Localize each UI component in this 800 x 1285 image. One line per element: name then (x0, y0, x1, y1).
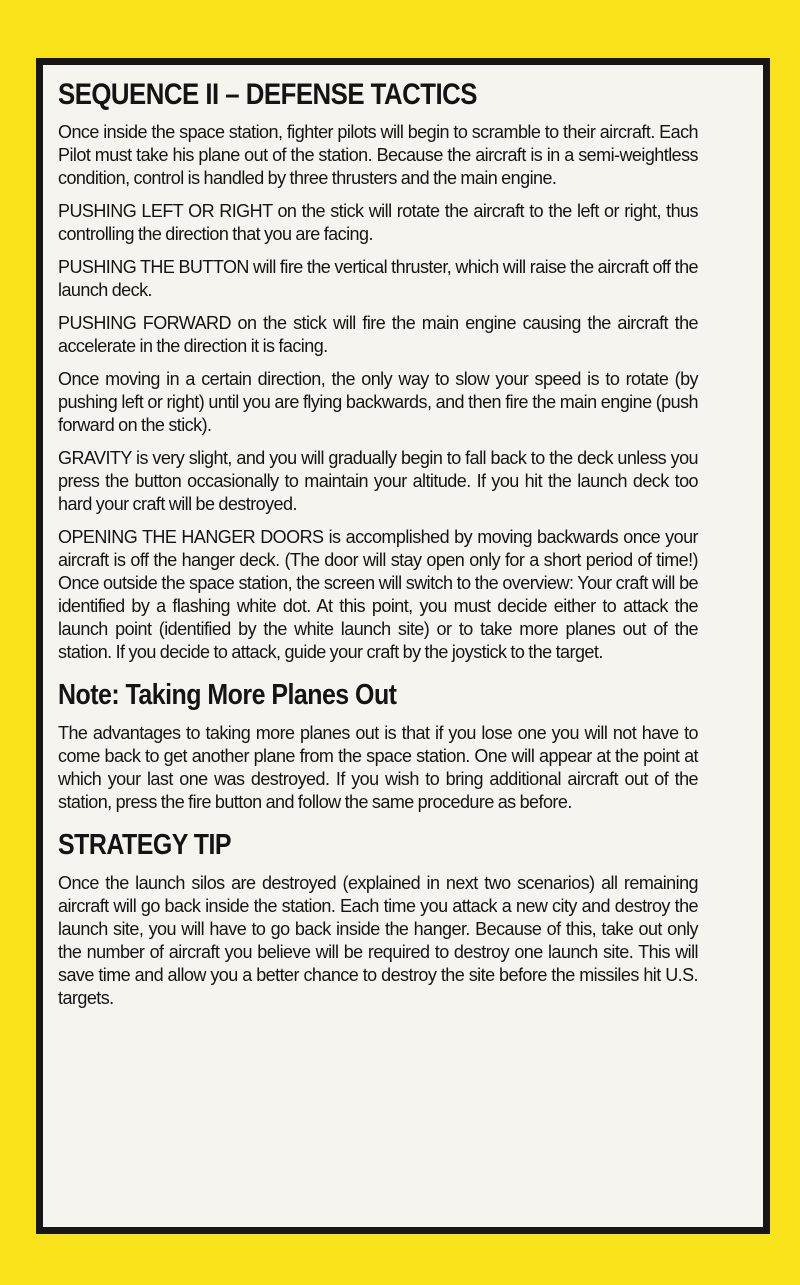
sequence-paragraph: PUSHING LEFT OR RIGHT on the stick will rotate the aircraft to the left or right, thus controlling the direction that you are facing. (58, 201, 698, 244)
sequence-title: SEQUENCE II – DEFENSE TACTICS (58, 78, 477, 111)
strategy-paragraph: Once the launch silos are destroyed (explained in next two scenarios) all remaining aircraft will go back inside the station. Each time you attack a new city and destroy the launch site, you will have to go back inside the hanger. Because of this, take out only the number of aircraft you believe will be required to destroy one launch site. This will save time and allow you a better chance to destroy the site before the missiles hit U.S. targets. (58, 873, 698, 1008)
sequence-paragraph: Once inside the space station, fighter pilots will begin to scramble to their aircraft. Each Pilot must take his plane out of the station. Because the aircraft is in a semi-weightless condition, control is handled by three thrusters and the main engine. (58, 122, 698, 188)
note-paragraph: The advantages to taking more planes out is that if you lose one you will not have to come back to get another plane from the space station. One will appear at the point at which your last one was destroyed. If you wish to bring additional aircraft out of the station, press the fire button and follow the same procedure as before. (58, 723, 698, 812)
sequence-paragraph: PUSHING FORWARD on the stick will fire the main engine causing the aircraft the accelerate in the direction it is facing. (58, 313, 698, 356)
strategy-title: STRATEGY TIP (58, 829, 232, 861)
sequence-paragraph: PUSHING THE BUTTON will fire the vertical thruster, which will raise the aircraft off the launch deck. (58, 257, 698, 300)
sequence-paragraph: Once moving in a certain direction, the only way to slow your speed is to rotate (by pushing left or right) until you are flying backwards, and then fire the main engine (push forward on the stick). (58, 369, 698, 435)
sequence-paragraph: OPENING THE HANGER DOORS is accomplished by moving backwards once your aircraft is off the hanger deck. (The door will stay open only for a short period of time!) Once outside the space station, the screen will switch to the overview: Your craft will be identified by a flashing white dot. At this point, you must decide either to attack the launch point (identified by the white launch site) or to take more planes out of the station. If you decide to attack, guide your craft by the joystick to the target. (58, 527, 698, 662)
manual-page-content (58, 77, 698, 1020)
sequence-paragraph: GRAVITY is very slight, and you will gradually begin to fall back to the deck unless you press the button occasionally to maintain your altitude. If you hit the launch deck too hard your craft will be destroyed. (58, 448, 698, 514)
note-title: Note: Taking More Planes Out (58, 679, 397, 711)
